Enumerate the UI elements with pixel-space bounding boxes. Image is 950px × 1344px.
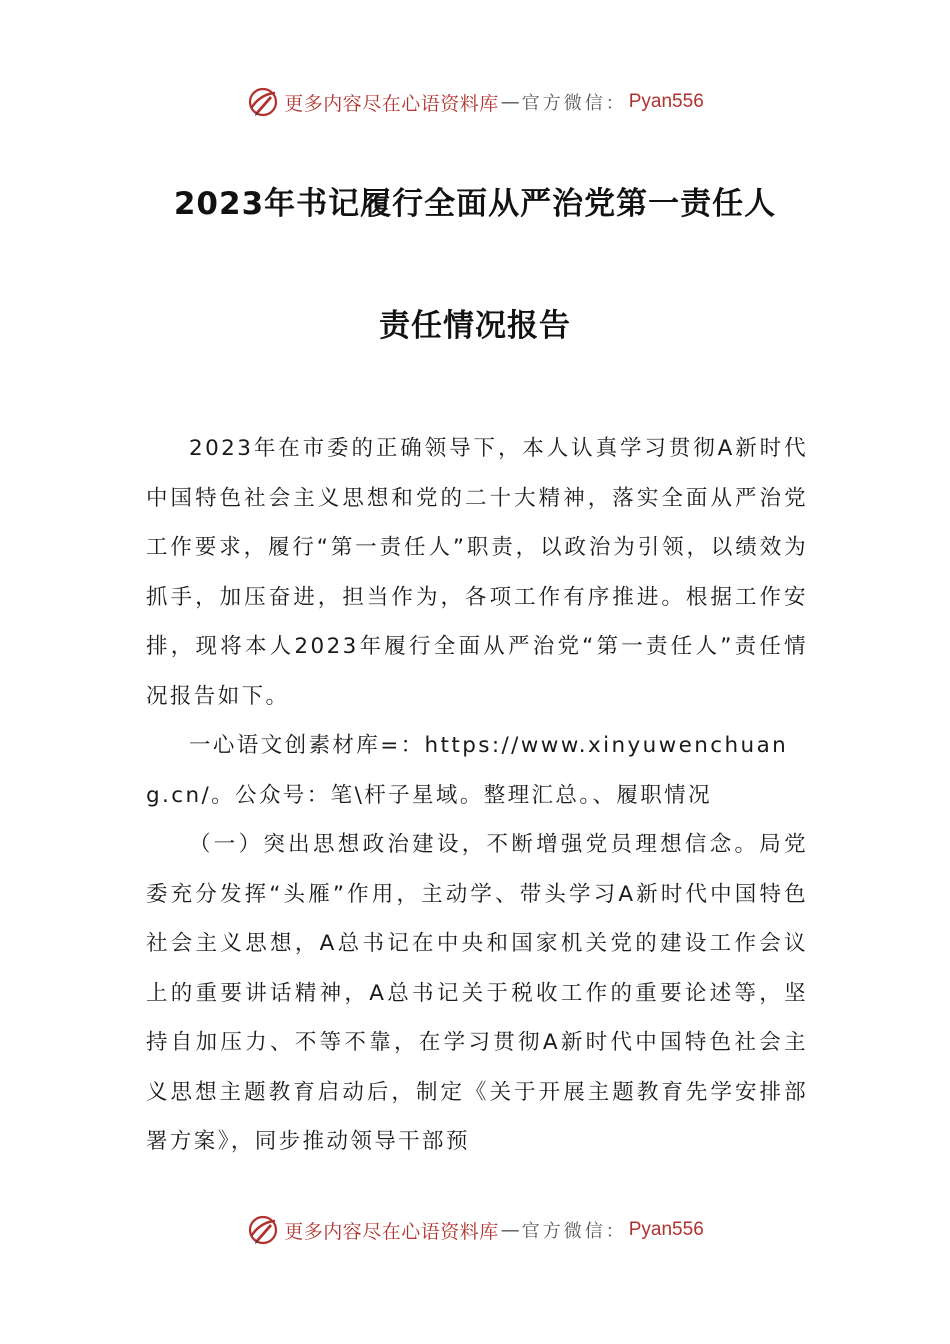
promo-text: 更多内容尽在心语资料库 <box>284 92 499 115</box>
wechat-id: Pyan556 <box>628 91 704 112</box>
document-title-line-1: 2023年书记履行全面从严治党第一责任人 <box>173 186 777 222</box>
wechat-label: 官方微信： <box>521 93 627 114</box>
document-body <box>146 424 808 1167</box>
wechat-id: Pyan556 <box>628 1219 704 1240</box>
pen-ribbon-logo-icon <box>246 85 280 119</box>
pen-ribbon-logo-icon <box>246 1213 280 1247</box>
header-banner <box>0 82 950 122</box>
document-title-line-2: 责任情况报告 <box>379 308 571 344</box>
wechat-label: 官方微信： <box>521 1221 627 1242</box>
promo-text: 更多内容尽在心语资料库 <box>284 1220 499 1243</box>
paragraph-source-note: 一心语文创素材库=：https://www.xinyuwenchuang.cn/。公众号：笔\杆子星域。整理汇总。、履职情况 <box>146 733 789 808</box>
paragraph-section-1: （一）突出思想政治建设，不断增强党员理想信念。局党委充分发挥“头雁”作用，主动学、带头学习A新时代中国特色社会主义思想，A总书记在中央和国家机关党的建设工作会议上的重要讲话精神，A总书记关于税收工作的重要论述等，坚持自加压力、不等不靠，在学习贯彻A新时代中国特色社会主义思想主题教育启动后，制定《关于开展主题教育先学安排部署方案》，同步推动领导干部预 <box>146 832 808 1154</box>
paragraph-intro: 2023年在市委的正确领导下，本人认真学习贯彻A新时代中国特色社会主义思想和党的二十大精神，落实全面从严治党工作要求，履行“第一责任人”职责，以政治为引领，以绩效为抓手，加压奋进，担当作为，各项工作有序推进。根据工作安排，现将本人2023年履行全面从严治党“第一责任人”责任情况报告如下。 <box>146 436 808 709</box>
banner-dash: — <box>500 1219 520 1241</box>
footer-banner <box>0 1210 950 1250</box>
banner-dash: — <box>500 91 520 113</box>
